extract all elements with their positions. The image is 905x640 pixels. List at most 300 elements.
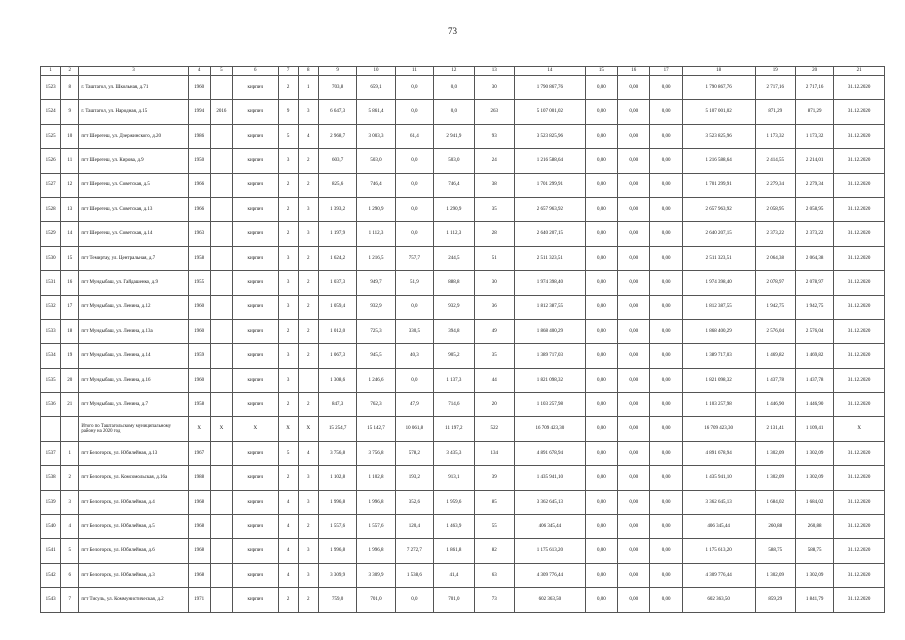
table-cell: 40,3 (395, 344, 433, 368)
table-cell (210, 76, 232, 100)
table-cell: кирпич (233, 124, 278, 148)
table-cell: 3 (298, 222, 318, 246)
table-cell: 1 216 588,64 (514, 149, 585, 173)
address-cell: пгт Белогорск, ул. Юбилейная, д.5 (79, 515, 188, 539)
table-cell: 0,00 (618, 588, 650, 612)
address-cell: г. Таштагол, ул. Народная, д.15 (79, 100, 188, 124)
table-cell: 1 446,90 (755, 393, 795, 417)
table-cell: 0,0 (395, 197, 433, 221)
table-cell: 1535 (41, 368, 61, 392)
table-cell (210, 319, 232, 343)
table-row (41, 76, 885, 100)
table-cell: Х (188, 417, 210, 441)
table-cell: 701,0 (357, 588, 395, 612)
table-cell: 746,4 (357, 173, 395, 197)
table-cell: 61,4 (395, 124, 433, 148)
table-cell: 1 059,4 (318, 295, 356, 319)
table-cell: 871,29 (755, 100, 795, 124)
table-cell: 0,00 (618, 466, 650, 490)
table-cell: 9 (278, 100, 298, 124)
table-cell: 2 (298, 319, 318, 343)
table-cell: 31.12.2020 (834, 515, 885, 539)
table-cell: 1 812 387,55 (682, 295, 755, 319)
column-number-cell: 11 (395, 67, 433, 76)
table-cell: 2 414,55 (755, 149, 795, 173)
table-cell: 1 067,3 (318, 344, 356, 368)
address-cell: пгт Мундыбаш, ул. Ленина, д.13а (79, 319, 188, 343)
table-cell (210, 588, 232, 612)
column-number-cell: 14 (514, 67, 585, 76)
table-cell: 0,00 (618, 368, 650, 392)
table-row (41, 124, 885, 148)
table-cell: 0,0 (395, 149, 433, 173)
column-number-cell: 20 (795, 67, 833, 76)
table-cell: 1 996,8 (318, 490, 356, 514)
table-cell: 0,00 (618, 515, 650, 539)
table-cell: 1955 (188, 271, 210, 295)
table-cell: 1 868 400,29 (514, 319, 585, 343)
table-cell: 0,00 (650, 197, 682, 221)
table-cell: Х (834, 417, 885, 441)
table-cell: 0,00 (585, 222, 617, 246)
table-cell: 3 435,3 (434, 441, 474, 465)
table-cell: 2 064,38 (795, 246, 833, 270)
table-cell: 5 (61, 539, 79, 563)
table-cell: 93 (474, 124, 514, 148)
table-cell: 193,2 (395, 466, 433, 490)
table-cell: 2 968,7 (318, 124, 356, 148)
table-cell: 0,00 (618, 173, 650, 197)
table-cell: 1527 (41, 173, 61, 197)
column-number-cell: 16 (618, 67, 650, 76)
table-row (41, 441, 885, 465)
table-cell: 0,00 (585, 563, 617, 587)
table-cell: 31.12.2020 (834, 466, 885, 490)
table-cell: 2 064,38 (755, 246, 795, 270)
table-cell: 1 109,41 (795, 417, 833, 441)
table-cell (210, 515, 232, 539)
table-cell: 2 (278, 588, 298, 612)
table-cell: 0,00 (585, 197, 617, 221)
table-cell: кирпич (233, 271, 278, 295)
table-cell: 0,00 (618, 76, 650, 100)
table-cell: 31.12.2020 (834, 76, 885, 100)
table-cell (210, 563, 232, 587)
table-cell (210, 197, 232, 221)
table-cell (210, 149, 232, 173)
table-cell: 3 362 645,13 (682, 490, 755, 514)
table-cell: 31.12.2020 (834, 441, 885, 465)
table-cell: 0,00 (618, 563, 650, 587)
table-cell: 1538 (41, 466, 61, 490)
table-cell: 3 (278, 295, 298, 319)
table-cell: 85 (474, 490, 514, 514)
table-cell: 0,00 (618, 124, 650, 148)
table-cell: 1966 (188, 173, 210, 197)
table-cell: 3 (298, 563, 318, 587)
table-cell: Х (210, 417, 232, 441)
table-cell: кирпич (233, 222, 278, 246)
table-cell: 17 (61, 295, 79, 319)
table-cell: 503,0 (357, 149, 395, 173)
table-cell: 1 302,09 (755, 466, 795, 490)
column-number-cell: 8 (298, 67, 318, 76)
table-cell: 6 (61, 563, 79, 587)
column-number-cell: 6 (233, 67, 278, 76)
table-cell: 24 (474, 149, 514, 173)
table-cell: 0,00 (650, 563, 682, 587)
table-cell: 4 309 776,44 (682, 563, 755, 587)
table-cell: 21 (61, 393, 79, 417)
table-cell: 0,00 (650, 319, 682, 343)
column-number-cell: 18 (682, 67, 755, 76)
table-cell: 2 717,16 (755, 76, 795, 100)
table-cell: 3 (298, 490, 318, 514)
table-cell: 1 538,6 (395, 563, 433, 587)
table-cell: 63 (474, 563, 514, 587)
table-cell: 4 (278, 539, 298, 563)
table-cell: 31.12.2020 (834, 173, 885, 197)
table-cell (298, 368, 318, 392)
table-cell: 1529 (41, 222, 61, 246)
table-cell: 1968 (188, 490, 210, 514)
table-cell: 0,00 (650, 124, 682, 148)
table-row (41, 100, 885, 124)
table-cell: 20 (474, 393, 514, 417)
table-cell: 1 868 400,29 (682, 319, 755, 343)
table-cell: 859,29 (755, 588, 795, 612)
table-cell: 31.12.2020 (834, 246, 885, 270)
table-cell: 2 (278, 222, 298, 246)
table-cell (61, 417, 79, 441)
table-cell: 16 (61, 271, 79, 295)
table-cell: 2 058,95 (755, 197, 795, 221)
table-cell: 134 (474, 441, 514, 465)
column-number-cell: 13 (474, 67, 514, 76)
table-cell: 260,88 (755, 515, 795, 539)
table-cell: 2 511 323,51 (514, 246, 585, 270)
table-cell: 14 (61, 222, 79, 246)
table-cell: 1 463,9 (434, 515, 474, 539)
table-cell: 0,00 (585, 515, 617, 539)
table-cell: 1 996,8 (357, 490, 395, 514)
table-cell: 2 (298, 344, 318, 368)
table-cell: 1 103 257,98 (514, 393, 585, 417)
column-number-cell: 15 (585, 67, 617, 76)
table-cell: 2 214,01 (795, 149, 833, 173)
table-cell: 949,7 (357, 271, 395, 295)
table-cell: 330,5 (395, 319, 433, 343)
table-cell: 0,0 (395, 222, 433, 246)
table-cell: 1 290,9 (357, 197, 395, 221)
table-cell: кирпич (233, 515, 278, 539)
table-row (41, 197, 885, 221)
table-cell: 1 112,3 (434, 222, 474, 246)
table-cell: 31.12.2020 (834, 319, 885, 343)
table-cell: 5 107 001,02 (514, 100, 585, 124)
column-number-cell: 12 (434, 67, 474, 76)
table-cell: 1960 (188, 368, 210, 392)
table-cell: 0,00 (585, 295, 617, 319)
table-cell: 2 058,95 (795, 197, 833, 221)
table-cell (210, 173, 232, 197)
table-cell: 4 891 678,94 (514, 441, 585, 465)
table-cell: 0,00 (585, 319, 617, 343)
table-cell: 31.12.2020 (834, 124, 885, 148)
table-cell: 4 (278, 515, 298, 539)
table-cell: 0,00 (650, 344, 682, 368)
table-cell: 2 657 963,92 (514, 197, 585, 221)
table-row (41, 344, 885, 368)
table-cell: 1 446,90 (795, 393, 833, 417)
table-cell (210, 539, 232, 563)
table-cell: 905,2 (434, 344, 474, 368)
column-number-cell: 21 (834, 67, 885, 76)
table-cell: 51,9 (395, 271, 433, 295)
table-cell: 0,00 (650, 393, 682, 417)
table-cell: 1960 (188, 319, 210, 343)
table-cell: 1 974 398,40 (682, 271, 755, 295)
table-cell: кирпич (233, 76, 278, 100)
address-cell: пгт Белогорск, ул. Юбилейная, д.6 (79, 539, 188, 563)
table-cell: 0,0 (395, 295, 433, 319)
table-cell: 1 435 941,10 (682, 466, 755, 490)
address-cell: пгт Мундыбаш, ул. Ленина, д.14 (79, 344, 188, 368)
table-cell: 2 078,97 (795, 271, 833, 295)
address-cell: пгт Шерегеш, ул. Советская, д.14 (79, 222, 188, 246)
table-cell: кирпич (233, 563, 278, 587)
table-cell: 1 701 299,91 (514, 173, 585, 197)
table-cell: 1 841,79 (795, 588, 833, 612)
table-cell: 1 197,9 (318, 222, 356, 246)
table-row (41, 539, 885, 563)
table-cell: 701,0 (434, 588, 474, 612)
column-number-cell: 2 (61, 67, 79, 76)
table-cell: 1 821 098,32 (514, 368, 585, 392)
table-cell: 0,00 (618, 344, 650, 368)
table-cell: 1537 (41, 441, 61, 465)
table-cell: 0,00 (650, 222, 682, 246)
table-cell: 28 (474, 222, 514, 246)
table-cell: 3 (298, 539, 318, 563)
table-cell: 1967 (188, 441, 210, 465)
table-cell: 11 197,2 (434, 417, 474, 441)
table-cell (210, 124, 232, 148)
table-cell: 1 557,6 (318, 515, 356, 539)
table-cell: 3 (278, 149, 298, 173)
table-cell: 2 511 323,51 (682, 246, 755, 270)
table-cell: 1 942,75 (755, 295, 795, 319)
table-cell: 31.12.2020 (834, 588, 885, 612)
address-cell: пгт Мундыбаш, ул. Гайдашенко, д.9 (79, 271, 188, 295)
table-cell: 1 996,8 (318, 539, 356, 563)
table-cell: 73 (474, 588, 514, 612)
table-cell: 2 (298, 149, 318, 173)
table-cell: 2 (278, 319, 298, 343)
table-cell: 1 974 398,40 (514, 271, 585, 295)
table-row (41, 149, 885, 173)
table-cell: кирпич (233, 197, 278, 221)
table-cell: 1 302,09 (795, 466, 833, 490)
table-cell: 2 373,22 (755, 222, 795, 246)
table-cell: 1 684,02 (755, 490, 795, 514)
table-cell: 1 393,2 (318, 197, 356, 221)
table-cell: 1 103 257,98 (682, 393, 755, 417)
table-cell: 659,1 (357, 76, 395, 100)
table-cell: 714,6 (434, 393, 474, 417)
address-cell: пгт Белогорск, ул. Комсомольская, д.16а (79, 466, 188, 490)
table-cell (210, 222, 232, 246)
table-cell: 2 (298, 246, 318, 270)
table-cell: 0,0 (434, 100, 474, 124)
table-cell: 47,9 (395, 393, 433, 417)
table-cell: 2 279,34 (795, 173, 833, 197)
table-cell: 1 557,6 (357, 515, 395, 539)
table-cell: 244,5 (434, 246, 474, 270)
table-cell: 0,00 (650, 368, 682, 392)
table-cell: 0,00 (650, 173, 682, 197)
table-cell: 1988 (188, 466, 210, 490)
table-cell: 0,00 (650, 76, 682, 100)
table-cell: 0,00 (585, 441, 617, 465)
address-cell: пгт Темиртау, ул. Центральная, д.7 (79, 246, 188, 270)
address-cell: пгт Белогорск, ул. Юбилейная, д.13 (79, 441, 188, 465)
table-cell: 55 (474, 515, 514, 539)
table-cell: кирпич (233, 393, 278, 417)
table-cell: 1958 (188, 246, 210, 270)
table-cell: Х (278, 417, 298, 441)
table-cell: 2 (278, 76, 298, 100)
table-cell: 35 (474, 344, 514, 368)
table-cell: 2 078,97 (755, 271, 795, 295)
column-number-cell: 4 (188, 67, 210, 76)
table-cell: 602 363,50 (514, 588, 585, 612)
table-cell: 2 (61, 466, 79, 490)
table-cell: 1960 (188, 76, 210, 100)
column-number-cell: 17 (650, 67, 682, 76)
table-cell: 2 279,34 (755, 173, 795, 197)
table-cell: кирпич (233, 490, 278, 514)
table-cell: 1 102,8 (357, 466, 395, 490)
table-cell: 1 959,6 (434, 490, 474, 514)
table-cell: 15 254,7 (318, 417, 356, 441)
table-cell: 1536 (41, 393, 61, 417)
table-cell: 602 363,50 (682, 588, 755, 612)
table-cell: 0,00 (650, 515, 682, 539)
column-number-cell: 9 (318, 67, 356, 76)
table-cell: 588,75 (755, 539, 795, 563)
table-cell: 31.12.2020 (834, 563, 885, 587)
table-cell: 3 756,8 (318, 441, 356, 465)
table-cell: 35 (474, 197, 514, 221)
table-cell: 2 (298, 271, 318, 295)
table-cell: 0,00 (585, 466, 617, 490)
table-cell: 2 941,9 (434, 124, 474, 148)
table-cell: 0,00 (585, 173, 617, 197)
table-cell: 0,00 (585, 246, 617, 270)
table-row (41, 588, 885, 612)
table-cell: 2 (278, 197, 298, 221)
table-cell: 1 821 098,32 (682, 368, 755, 392)
table-cell: 1 (61, 441, 79, 465)
table-cell: 1 (298, 76, 318, 100)
table-cell: 1950 (188, 149, 210, 173)
table-cell: 3 362 645,13 (514, 490, 585, 514)
table-cell: 1525 (41, 124, 61, 148)
table-cell (210, 368, 232, 392)
table-cell: 3 523 825,96 (514, 124, 585, 148)
table-cell: 4 (278, 490, 298, 514)
table-cell: 0,00 (650, 466, 682, 490)
table-cell: 31.12.2020 (834, 539, 885, 563)
table-cell: 1 790 867,76 (514, 76, 585, 100)
address-cell: пгт Тисуль, ул. Коммунистическая, д.2 (79, 588, 188, 612)
table-cell: 0,00 (585, 100, 617, 124)
table-cell: 0,00 (585, 76, 617, 100)
table-cell: 0,00 (618, 539, 650, 563)
table-cell: 31.12.2020 (834, 295, 885, 319)
table-cell: 0,00 (618, 417, 650, 441)
table-cell: 1 173,32 (795, 124, 833, 148)
table-cell: 0,0 (395, 368, 433, 392)
table-cell: 3 (278, 344, 298, 368)
table-cell: 1 302,09 (795, 563, 833, 587)
table-cell (210, 393, 232, 417)
page-number: 73 (448, 26, 457, 36)
table-cell: 888,8 (434, 271, 474, 295)
table-cell: 503,0 (434, 149, 474, 173)
table-cell: 31.12.2020 (834, 490, 885, 514)
table-cell: 0,00 (618, 271, 650, 295)
table-cell: 1 246,6 (357, 368, 395, 392)
table-cell: 0,0 (434, 76, 474, 100)
table-row (41, 295, 885, 319)
table-cell: 0,00 (585, 539, 617, 563)
table-cell: 1523 (41, 76, 61, 100)
table-cell: 1 996,8 (357, 539, 395, 563)
table-cell: 932,9 (357, 295, 395, 319)
table-cell: 1528 (41, 197, 61, 221)
table-cell: Х (233, 417, 278, 441)
table-cell: 0,00 (650, 271, 682, 295)
table-cell: 1 137,3 (434, 368, 474, 392)
table-cell: 12 (61, 173, 79, 197)
table-cell (210, 466, 232, 490)
table-cell: 31.12.2020 (834, 197, 885, 221)
table-cell: 120,4 (395, 515, 433, 539)
address-cell: пгт Мундыбаш, ул. Ленина, д.12 (79, 295, 188, 319)
table-cell: 0,00 (618, 149, 650, 173)
table-cell: 82 (474, 539, 514, 563)
table-cell: 0,00 (585, 271, 617, 295)
table-cell: 0,00 (618, 222, 650, 246)
table-cell: 0,0 (395, 173, 433, 197)
table-cell: 16 709 423,30 (514, 417, 585, 441)
table-cell: 0,00 (585, 490, 617, 514)
table-cell: 38 (474, 173, 514, 197)
table-cell: 0,00 (650, 441, 682, 465)
table-cell: 1963 (188, 222, 210, 246)
table-cell: кирпич (233, 173, 278, 197)
address-cell: пгт Белогорск, ул. Юбилейная, д.3 (79, 563, 188, 587)
table-cell: 1540 (41, 515, 61, 539)
table-cell: 7 (61, 588, 79, 612)
table-cell: 36 (474, 295, 514, 319)
table-cell: 8 (61, 76, 79, 100)
table-cell: 3 756,8 (357, 441, 395, 465)
table-cell: 3 (298, 100, 318, 124)
table-cell: 2 640 207,15 (514, 222, 585, 246)
